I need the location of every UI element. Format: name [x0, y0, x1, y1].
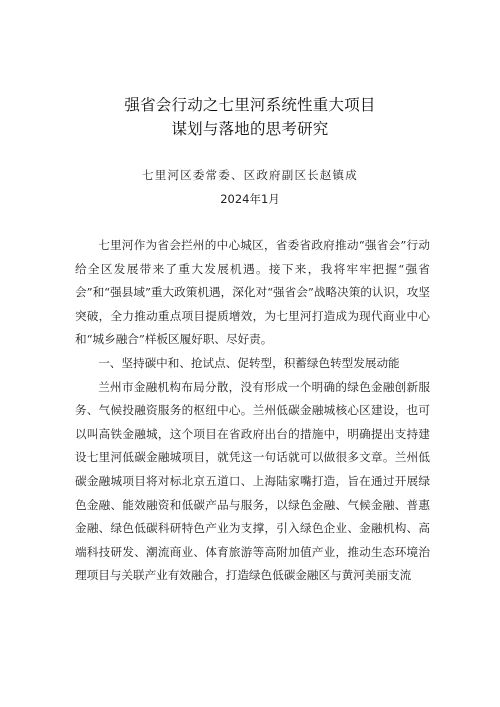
document-body	[75, 234, 430, 588]
document-title-line-1: 强省会行动之七里河系统性重大项目	[124, 96, 376, 114]
author-byline: 七里河区委常委、区政府副区长赵镇成	[142, 168, 358, 182]
section-heading-1: 一、坚持碳中和、抢试点、促转型，积蓄绿色转型发展动能	[98, 355, 400, 370]
body-paragraph-intro: 七里河作为省会拦州的中心城区，省委省政府推动“强省会”行动给全区发展带来了重大发展机遇。接下来，我将牢牢把握“强省会”和“强县域”重大政策机遇，深化对“强省会”战略决策的认识，攻坚突破，全力推动重点项目提质增效，为七里河打造成为现代商业中心和“城乡融合”样板区履好职、尽好责。	[75, 238, 430, 347]
document-date: 2024年1月	[220, 192, 280, 206]
document-title-line-2: 谋划与落地的思考研究	[171, 120, 329, 138]
body-paragraph-finance-city: 兰州市金融机构布局分散，没有形成一个明确的绿色金融创新服务、气候投融资服务的枢纽中心。兰州低碳金融城核心区建设，也可以叫高铁金融城，这个项目在省政府出台的措施中，明确提出支持建设七里河低碳金融城项目，就凭这一句话就可以做很多文章。兰州低碳金融城项目将对标北京五道口、上海陆家嘴打造，旨在通过开展绿色金融、能效融资和低碳产品与服务，以绿色金融、气候金融、普惠金融、绿色低碳科研特色产业为支撑，引入绿色企业、金融机构、高端科技研发、潮流商业、体育旅游等高附加值产业，推动生态环境治理项目与关联产业有效融合，打造绿色低碳金融区与黄河美丽支流	[75, 379, 430, 583]
